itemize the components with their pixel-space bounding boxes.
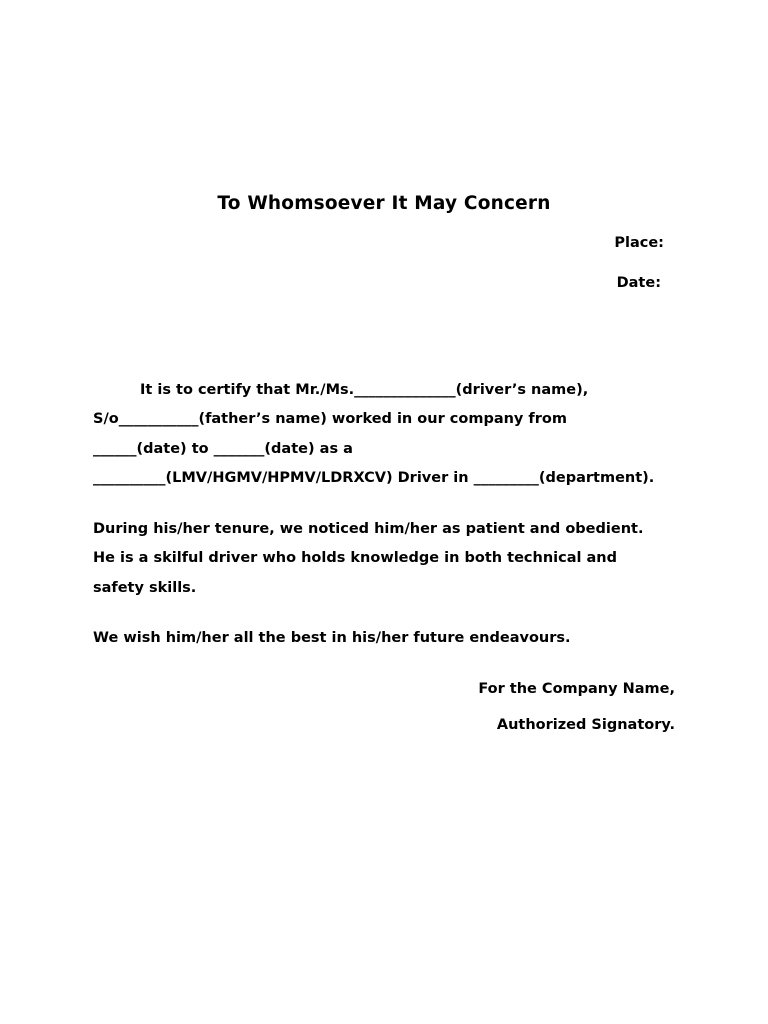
paragraph-line: During his/her tenure, we noticed him/her as patient and obedient. xyxy=(93,521,644,537)
paragraph-line: ______(date) to _______(date) as a xyxy=(93,440,353,457)
place-label: Place: xyxy=(614,235,664,251)
paragraph-line: S/o___________(father’s name) worked in our company from xyxy=(93,411,567,428)
paragraph-line: It is to certify that Mr./Ms.______________(driver’s name), xyxy=(140,382,589,398)
closing-signatory: Authorized Signatory. xyxy=(496,717,675,733)
date-label: Date: xyxy=(616,275,661,291)
paragraph-line: He is a skilful driver who holds knowledge in both technical and xyxy=(93,550,618,567)
letter-title: To Whomsoever It May Concern xyxy=(217,193,551,214)
certification-paragraph xyxy=(93,376,693,493)
wishes-paragraph: We wish him/her all the best in his/her future endeavours. xyxy=(93,630,571,646)
tenure-paragraph xyxy=(93,515,693,603)
paragraph-line: safety skills. xyxy=(93,579,197,596)
closing-company: For the Company Name, xyxy=(478,681,675,697)
paragraph-line: __________(LMV/HGMV/HPMV/LDRXCV) Driver in _________(department). xyxy=(93,469,655,486)
